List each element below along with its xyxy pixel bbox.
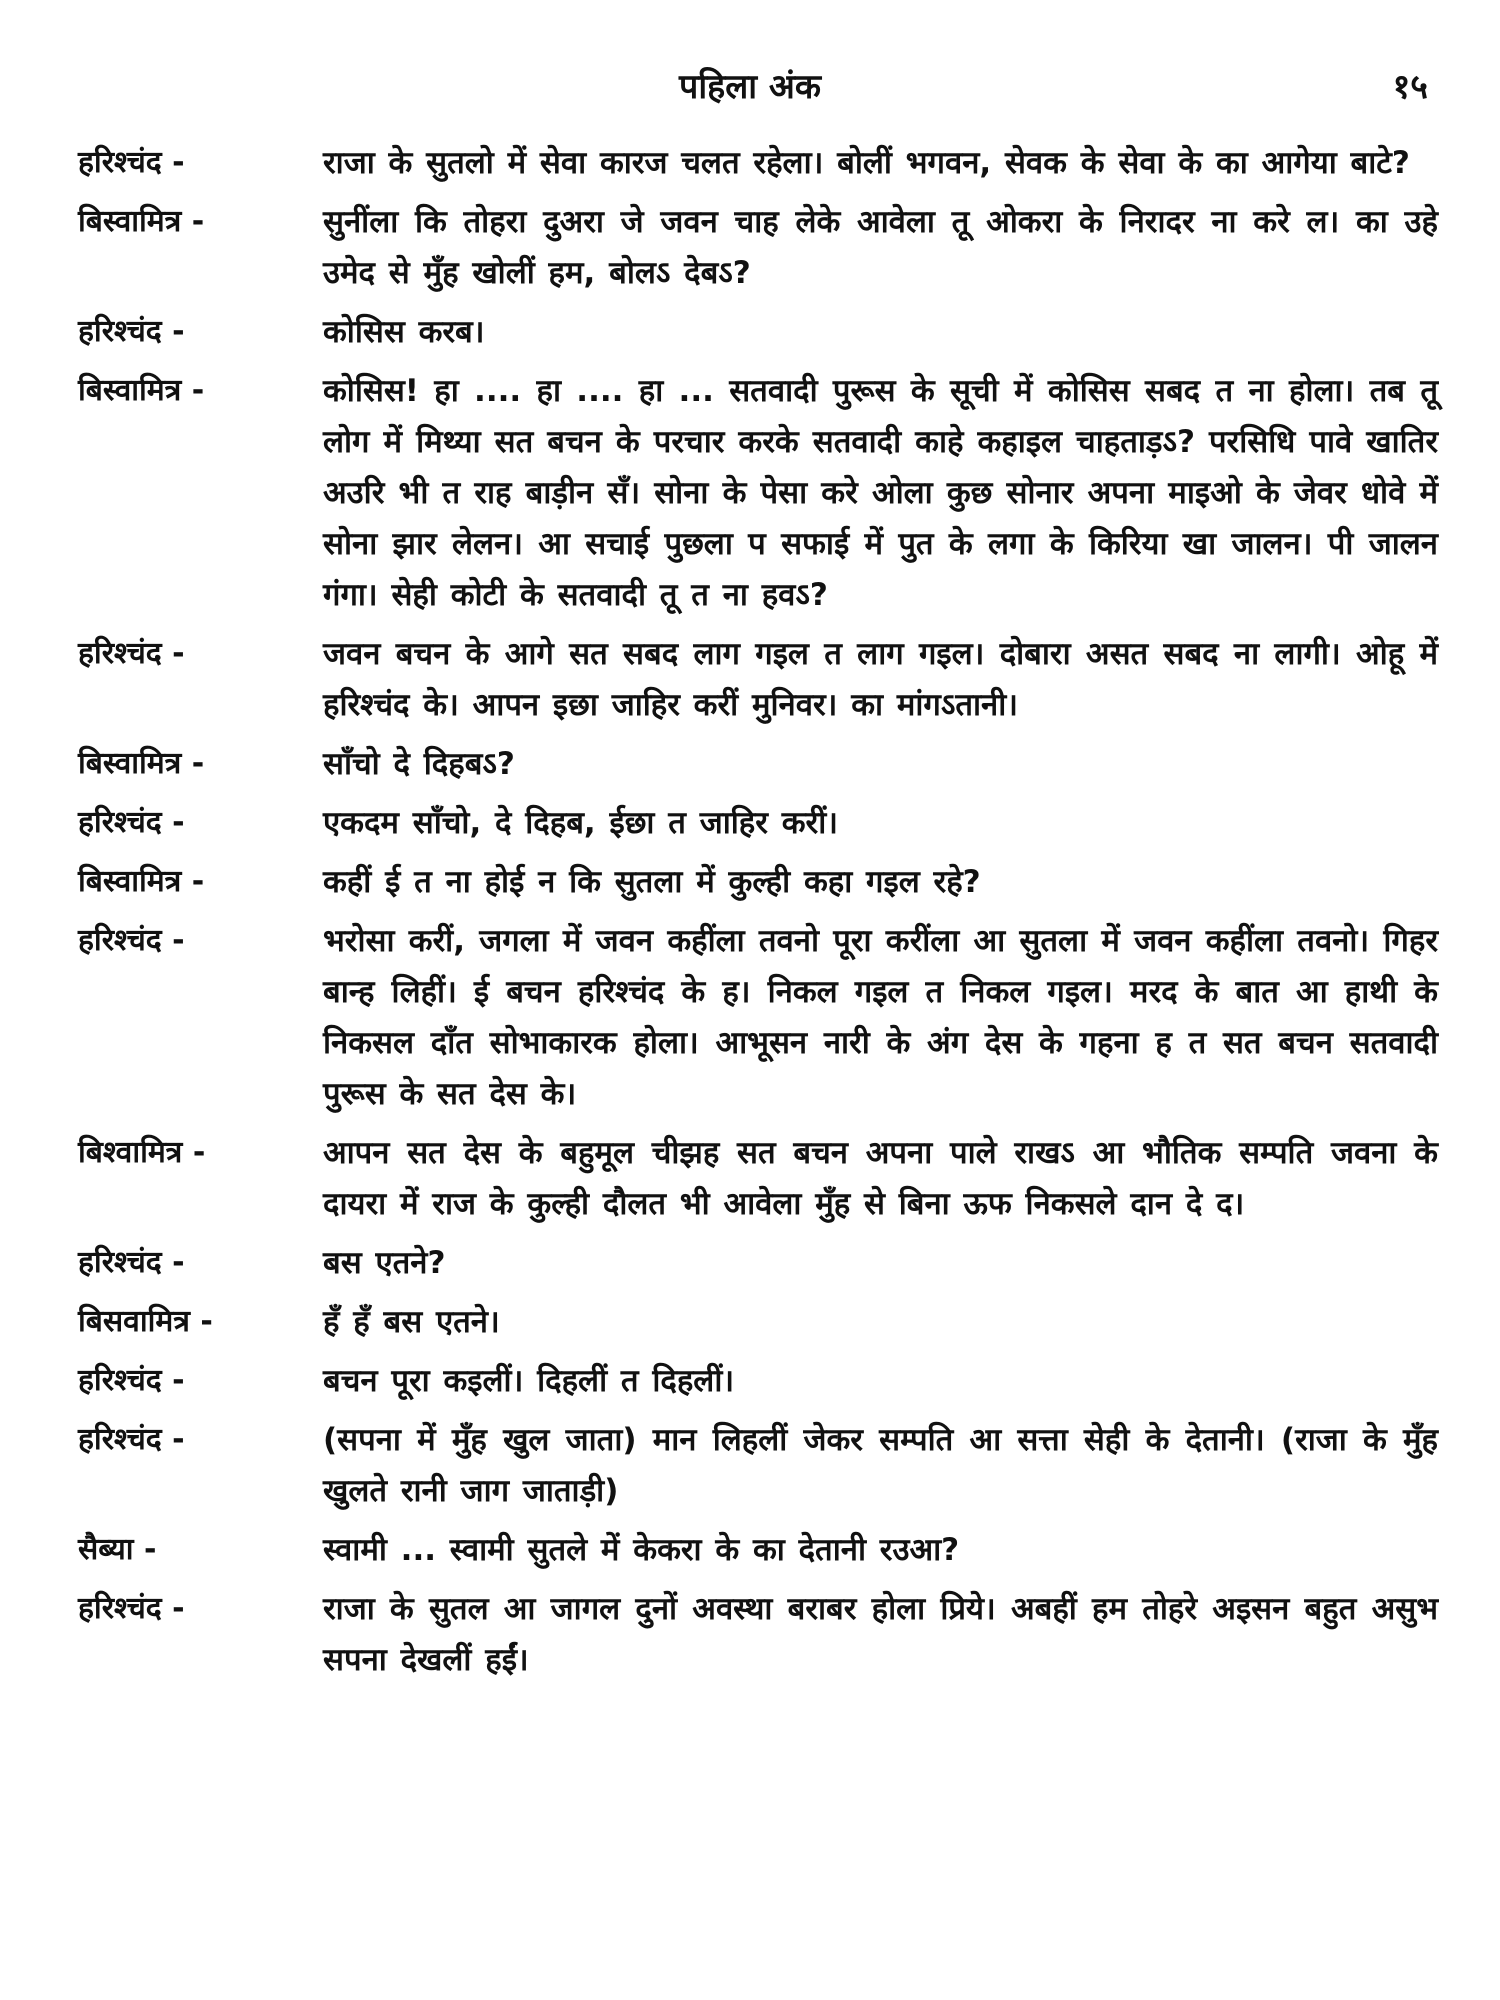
speaker-name: बिस्वामित्र - [78,746,205,781]
dialogue-entry [78,1356,1438,1407]
speaker-name: हरिश्चंद - [78,923,185,958]
speech-text: कोसिस! हा .... हा .... हा ... सतवादी पुरूस के सूची में कोसिस सबद त ना होला। तब तू लोग में मिथ्या सत बचन के परचार करके सतवादी काहे कहाइल चाहताड़ऽ? परसिधि पावे खातिर अउरि भी त राह बाड़ीन सँ। सोना के पेसा करे ओला कुछ सोनार अपना माइओ के जेवर धोवे में सोना झार लेलन। आ सचाई पुछला प सफाई में पुत के लगा के किरिया खा जालन। पी जालन गंगा। सेही कोटी के सतवादी तू त ना हवऽ? [323,373,1438,613]
speaker-name: हरिश्चंद - [78,636,185,671]
speech-text: राजा के सुतल आ जागल दुनों अवस्था बराबर होला प्रिये। अबहीं हम तोहरे अइसन बहुत असुभ सपना देखलीं हईं। [323,1591,1438,1678]
speaker-name: बिसवामित्र - [78,1304,213,1339]
speaker-name: हरिश्चंद - [78,1245,185,1280]
dialogue-entry [78,916,1438,1120]
dialogue-entry [78,307,1438,358]
speech-text: साँचो दे दिहबऽ? [323,746,515,782]
speech-text: आपन सत देस के बहुमूल चीझह सत बचन अपना पाले राखऽ आ भौतिक सम्पति जवना के दायरा में राज के कुल्ही दौलत भी आवेला मुँह से बिना ऊफ निकसले दान दे द। [323,1135,1438,1222]
dialogue-entry [78,1128,1438,1230]
dialogue-entry [78,798,1438,849]
speech-text: बस एतने? [323,1245,446,1281]
speaker-name: बिस्वामित्र - [78,864,205,899]
speaker-name: हरिश्चंद - [78,1422,185,1457]
dialogue-entry [78,197,1438,299]
speech-text: कहीं ई त ना होई न कि सुतला में कुल्ही कहा गइल रहे? [323,864,981,900]
dialogue-entry [78,138,1438,189]
speech-text: सुनींला कि तोहरा दुअरा जे जवन चाह लेके आवेला तू ओकरा के निरादर ना करे ल। का उहे उमेद से मुँह खोलीं हम, बोलऽ देबऽ? [323,204,1438,291]
speech-text: बचन पूरा कइलीं। दिहलीं त दिहलीं। [323,1363,735,1399]
dialogue-entry [78,1525,1438,1576]
dialogue-entry [78,1584,1438,1686]
running-title: पहिला अंक [679,67,821,107]
speech-text: जवन बचन के आगे सत सबद लाग गइल त लाग गइल। दोबारा असत सबद ना लागी। ओहू में हरिश्चंद के। आपन इछा जाहिर करीं मुनिवर। का मांगऽतानी। [323,636,1438,723]
speech-text: (सपना में मुँह खुल जाता) मान लिहलीं जेकर सम्पति आ सत्ता सेही के देतानी। (राजा के मुँह खुलते रानी जाग जाताड़ी) [323,1422,1438,1509]
dialogue-entry [78,1297,1438,1348]
dialogue-entry [78,857,1438,908]
speaker-name: बिस्वामित्र - [78,373,205,408]
speech-text: भरोसा करीं, जगला में जवन कहींला तवनो पूरा करींला आ सुतला में जवन कहींला तवनो। गिहर बान्ह लिहीं। ई बचन हरिश्चंद के ह। निकल गइल त निकल गइल। मरद के बात आ हाथी के निकसल दाँत सोभाकारक होला। आभूसन नारी के अंग देस के गहना ह त सत बचन सतवादी पुरूस के सत देस के। [323,923,1438,1112]
dialogue-list [78,138,1438,1694]
speech-text: हँ हँ बस एतने। [323,1304,500,1340]
speaker-name: सैब्या - [78,1532,157,1567]
speaker-name: हरिश्चंद - [78,1363,185,1398]
speaker-name: हरिश्चंद - [78,805,185,840]
speaker-name: हरिश्चंद - [78,1591,185,1626]
speaker-name: बिस्वामित्र - [78,204,205,239]
page-number: १५ [1392,67,1428,107]
speech-text: राजा के सुतलो में सेवा कारज चलत रहेला। बोलीं भगवन, सेवक के सेवा के का आगेया बाटे? [323,145,1410,181]
speech-text: एकदम साँचो, दे दिहब, ईछा त जाहिर करीं। [323,805,838,841]
dialogue-entry [78,739,1438,790]
dialogue-entry [78,1238,1438,1289]
speaker-name: बिश्वामित्र - [78,1135,206,1170]
page-header [0,62,1500,122]
speaker-name: हरिश्चंद - [78,145,185,180]
speech-text: कोसिस करब। [323,314,485,350]
speech-text: स्वामी ... स्वामी सुतले में केकरा के का देतानी रउआ? [323,1532,960,1568]
dialogue-entry [78,629,1438,731]
speaker-name: हरिश्चंद - [78,314,185,349]
dialogue-entry [78,366,1438,621]
dialogue-entry [78,1415,1438,1517]
